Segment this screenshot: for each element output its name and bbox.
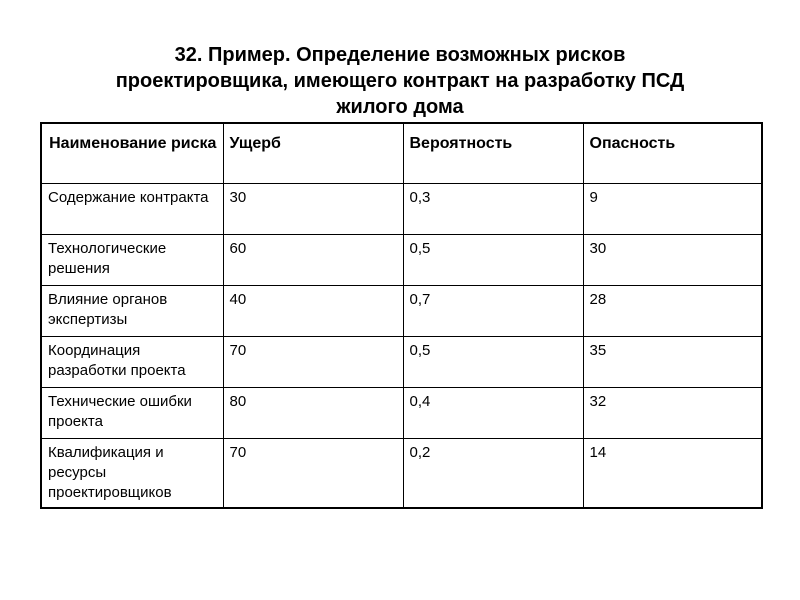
table-header-row [41, 123, 762, 183]
table-row [41, 438, 762, 508]
table-row [41, 234, 762, 285]
slide-title-line-3: жилого дома [336, 96, 464, 118]
cell-damage: 70 [223, 336, 403, 387]
cell-damage: 30 [223, 183, 403, 234]
cell-danger: 14 [583, 438, 762, 508]
header-probability: Вероятность [403, 123, 583, 183]
cell-damage: 80 [223, 387, 403, 438]
cell-damage: 70 [223, 438, 403, 508]
cell-danger: 9 [583, 183, 762, 234]
table-row [41, 387, 762, 438]
slide-title-line-2: проектировщика, имеющего контракт на разработку ПСД [115, 70, 685, 92]
cell-probability: 0,5 [403, 234, 583, 285]
cell-damage: 40 [223, 285, 403, 336]
header-risk-name: Наименование риска [41, 123, 223, 183]
cell-risk-name: Технологические решения [41, 234, 223, 285]
table-row [41, 183, 762, 234]
cell-danger: 35 [583, 336, 762, 387]
cell-probability: 0,5 [403, 336, 583, 387]
cell-risk-name: Технические ошибки проекта [41, 387, 223, 438]
cell-danger: 32 [583, 387, 762, 438]
cell-risk-name: Влияние органов экспертизы [41, 285, 223, 336]
header-danger: Опасность [583, 123, 762, 183]
cell-damage: 60 [223, 234, 403, 285]
cell-probability: 0,2 [403, 438, 583, 508]
cell-probability: 0,4 [403, 387, 583, 438]
header-damage: Ущерб [223, 123, 403, 183]
slide-title [60, 42, 740, 120]
cell-risk-name: Содержание контракта [41, 183, 223, 234]
cell-danger: 30 [583, 234, 762, 285]
cell-probability: 0,7 [403, 285, 583, 336]
risk-table [40, 122, 763, 509]
cell-risk-name: Координация разработки проекта [41, 336, 223, 387]
cell-risk-name: Квалификация и ресурсы проектировщиков [41, 438, 223, 508]
table-row [41, 336, 762, 387]
cell-probability: 0,3 [403, 183, 583, 234]
slide-title-line-1: 32. Пример. Определение возможных рисков [174, 44, 626, 66]
table-row [41, 285, 762, 336]
cell-danger: 28 [583, 285, 762, 336]
